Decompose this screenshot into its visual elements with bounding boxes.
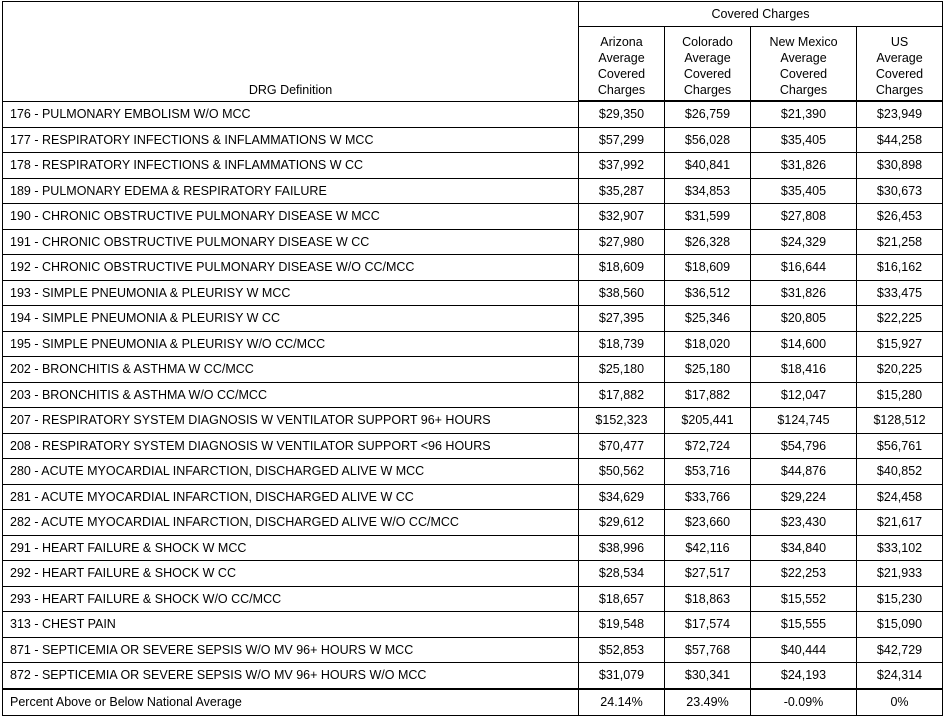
new-mexico-charge: $44,876 <box>751 459 857 485</box>
drg-definition: 313 - CHEST PAIN <box>3 612 579 638</box>
arizona-charge: $38,560 <box>579 280 665 306</box>
colorado-charge: $18,020 <box>665 331 751 357</box>
arizona-charge: $52,853 <box>579 637 665 663</box>
new-mexico-charge: $15,555 <box>751 612 857 638</box>
table-row <box>3 535 943 561</box>
table-row <box>3 178 943 204</box>
table-row <box>3 280 943 306</box>
new-mexico-charge: $29,224 <box>751 484 857 510</box>
drg-definition: 189 - PULMONARY EDEMA & RESPIRATORY FAILURE <box>3 178 579 204</box>
arizona-charge: $32,907 <box>579 204 665 230</box>
arizona-charge: $19,548 <box>579 612 665 638</box>
drg-definition: 207 - RESPIRATORY SYSTEM DIAGNOSIS W VENTILATOR SUPPORT 96+ HOURS <box>3 408 579 434</box>
drg-definition: 192 - CHRONIC OBSTRUCTIVE PULMONARY DISEASE W/O CC/MCC <box>3 255 579 281</box>
us-charge: $22,225 <box>857 306 943 332</box>
arizona-charge: $35,287 <box>579 178 665 204</box>
new-mexico-charge: $40,444 <box>751 637 857 663</box>
table-row <box>3 586 943 612</box>
colorado-charge: $17,882 <box>665 382 751 408</box>
new-mexico-charge: $14,600 <box>751 331 857 357</box>
table-row <box>3 101 943 127</box>
table-row <box>3 204 943 230</box>
us-charge: $23,949 <box>857 101 943 127</box>
colorado-charge: $42,116 <box>665 535 751 561</box>
colorado-charge: $25,346 <box>665 306 751 332</box>
new-mexico-charge: $124,745 <box>751 408 857 434</box>
table-row <box>3 331 943 357</box>
us-charge: $15,090 <box>857 612 943 638</box>
colorado-charge: $33,766 <box>665 484 751 510</box>
new-mexico-charge: $54,796 <box>751 433 857 459</box>
arizona-charge: $18,739 <box>579 331 665 357</box>
arizona-charge: $152,323 <box>579 408 665 434</box>
colorado-charge: $23,660 <box>665 510 751 536</box>
us-charge: $44,258 <box>857 127 943 153</box>
arizona-charge: $50,562 <box>579 459 665 485</box>
us-charge: $26,453 <box>857 204 943 230</box>
colorado-charge: $18,609 <box>665 255 751 281</box>
us-charge: $15,230 <box>857 586 943 612</box>
covered-charges-header: Covered Charges <box>579 2 943 27</box>
colorado-charge: $40,841 <box>665 153 751 179</box>
arizona-charge: $18,609 <box>579 255 665 281</box>
drg-definition: 291 - HEART FAILURE & SHOCK W MCC <box>3 535 579 561</box>
colorado-charge: $18,863 <box>665 586 751 612</box>
arizona-charge: $70,477 <box>579 433 665 459</box>
colorado-header: Colorado Average Covered Charges <box>665 27 751 102</box>
us-charge: $56,761 <box>857 433 943 459</box>
arizona-charge: $25,180 <box>579 357 665 383</box>
drg-definition: 178 - RESPIRATORY INFECTIONS & INFLAMMATIONS W CC <box>3 153 579 179</box>
new-mexico-charge: $24,193 <box>751 663 857 689</box>
arizona-charge: $27,980 <box>579 229 665 255</box>
footer-label: Percent Above or Below National Average <box>3 689 579 716</box>
table-row <box>3 612 943 638</box>
us-charge: $33,102 <box>857 535 943 561</box>
new-mexico-charge: $21,390 <box>751 101 857 127</box>
drg-definition: 190 - CHRONIC OBSTRUCTIVE PULMONARY DISEASE W MCC <box>3 204 579 230</box>
arizona-charge: $31,079 <box>579 663 665 689</box>
footer-us: 0% <box>857 689 943 716</box>
us-header: US Average Covered Charges <box>857 27 943 102</box>
national-average-row <box>3 689 943 716</box>
footer-arizona: 24.14% <box>579 689 665 716</box>
us-charge: $15,927 <box>857 331 943 357</box>
table-row <box>3 637 943 663</box>
colorado-charge: $72,724 <box>665 433 751 459</box>
new-mexico-charge: $35,405 <box>751 127 857 153</box>
colorado-charge: $25,180 <box>665 357 751 383</box>
table-row <box>3 561 943 587</box>
us-charge: $15,280 <box>857 382 943 408</box>
drg-definition: 195 - SIMPLE PNEUMONIA & PLEURISY W/O CC/MCC <box>3 331 579 357</box>
arizona-charge: $28,534 <box>579 561 665 587</box>
new-mexico-charge: $31,826 <box>751 153 857 179</box>
arizona-charge: $57,299 <box>579 127 665 153</box>
us-charge: $30,673 <box>857 178 943 204</box>
arizona-charge: $18,657 <box>579 586 665 612</box>
drg-definition: 872 - SEPTICEMIA OR SEVERE SEPSIS W/O MV 96+ HOURS W/O MCC <box>3 663 579 689</box>
arizona-header: Arizona Average Covered Charges <box>579 27 665 102</box>
new-mexico-charge: $12,047 <box>751 382 857 408</box>
footer-new-mexico: -0.09% <box>751 689 857 716</box>
drg-definition: 292 - HEART FAILURE & SHOCK W CC <box>3 561 579 587</box>
new-mexico-header: New Mexico Average Covered Charges <box>751 27 857 102</box>
new-mexico-charge: $24,329 <box>751 229 857 255</box>
table-row <box>3 382 943 408</box>
us-charge: $20,225 <box>857 357 943 383</box>
new-mexico-charge: $15,552 <box>751 586 857 612</box>
table-row <box>3 408 943 434</box>
drg-definition-header: DRG Definition <box>3 2 579 102</box>
table-row <box>3 153 943 179</box>
new-mexico-charge: $18,416 <box>751 357 857 383</box>
colorado-charge: $30,341 <box>665 663 751 689</box>
new-mexico-charge: $34,840 <box>751 535 857 561</box>
drg-definition: 177 - RESPIRATORY INFECTIONS & INFLAMMATIONS W MCC <box>3 127 579 153</box>
table-row <box>3 459 943 485</box>
table-row <box>3 433 943 459</box>
covered-charges-table <box>2 1 943 716</box>
us-charge: $40,852 <box>857 459 943 485</box>
drg-definition: 280 - ACUTE MYOCARDIAL INFARCTION, DISCHARGED ALIVE W MCC <box>3 459 579 485</box>
colorado-charge: $26,328 <box>665 229 751 255</box>
drg-definition: 871 - SEPTICEMIA OR SEVERE SEPSIS W/O MV 96+ HOURS W MCC <box>3 637 579 663</box>
table-row <box>3 510 943 536</box>
drg-definition: 191 - CHRONIC OBSTRUCTIVE PULMONARY DISEASE W CC <box>3 229 579 255</box>
new-mexico-charge: $16,644 <box>751 255 857 281</box>
us-charge: $21,258 <box>857 229 943 255</box>
table-row <box>3 127 943 153</box>
drg-definition: 176 - PULMONARY EMBOLISM W/O MCC <box>3 101 579 127</box>
colorado-charge: $26,759 <box>665 101 751 127</box>
us-charge: $128,512 <box>857 408 943 434</box>
drg-definition: 193 - SIMPLE PNEUMONIA & PLEURISY W MCC <box>3 280 579 306</box>
us-charge: $30,898 <box>857 153 943 179</box>
arizona-charge: $27,395 <box>579 306 665 332</box>
arizona-charge: $29,612 <box>579 510 665 536</box>
colorado-charge: $34,853 <box>665 178 751 204</box>
drg-definition: 202 - BRONCHITIS & ASTHMA W CC/MCC <box>3 357 579 383</box>
arizona-charge: $38,996 <box>579 535 665 561</box>
new-mexico-charge: $22,253 <box>751 561 857 587</box>
table-row <box>3 255 943 281</box>
new-mexico-charge: $27,808 <box>751 204 857 230</box>
table-row <box>3 484 943 510</box>
drg-definition: 203 - BRONCHITIS & ASTHMA W/O CC/MCC <box>3 382 579 408</box>
drg-definition: 293 - HEART FAILURE & SHOCK W/O CC/MCC <box>3 586 579 612</box>
arizona-charge: $17,882 <box>579 382 665 408</box>
us-charge: $24,458 <box>857 484 943 510</box>
drg-definition: 282 - ACUTE MYOCARDIAL INFARCTION, DISCHARGED ALIVE W/O CC/MCC <box>3 510 579 536</box>
us-charge: $24,314 <box>857 663 943 689</box>
colorado-charge: $57,768 <box>665 637 751 663</box>
new-mexico-charge: $23,430 <box>751 510 857 536</box>
new-mexico-charge: $35,405 <box>751 178 857 204</box>
us-charge: $21,933 <box>857 561 943 587</box>
arizona-charge: $34,629 <box>579 484 665 510</box>
footer-colorado: 23.49% <box>665 689 751 716</box>
us-charge: $21,617 <box>857 510 943 536</box>
table-row <box>3 357 943 383</box>
drg-definition: 281 - ACUTE MYOCARDIAL INFARCTION, DISCHARGED ALIVE W CC <box>3 484 579 510</box>
table-row <box>3 306 943 332</box>
drg-definition: 194 - SIMPLE PNEUMONIA & PLEURISY W CC <box>3 306 579 332</box>
new-mexico-charge: $31,826 <box>751 280 857 306</box>
colorado-charge: $53,716 <box>665 459 751 485</box>
us-charge: $33,475 <box>857 280 943 306</box>
colorado-charge: $36,512 <box>665 280 751 306</box>
arizona-charge: $29,350 <box>579 101 665 127</box>
colorado-charge: $27,517 <box>665 561 751 587</box>
drg-definition: 208 - RESPIRATORY SYSTEM DIAGNOSIS W VENTILATOR SUPPORT <96 HOURS <box>3 433 579 459</box>
table-row <box>3 229 943 255</box>
colorado-charge: $205,441 <box>665 408 751 434</box>
colorado-charge: $56,028 <box>665 127 751 153</box>
arizona-charge: $37,992 <box>579 153 665 179</box>
table-row <box>3 663 943 689</box>
new-mexico-charge: $20,805 <box>751 306 857 332</box>
us-charge: $42,729 <box>857 637 943 663</box>
colorado-charge: $31,599 <box>665 204 751 230</box>
us-charge: $16,162 <box>857 255 943 281</box>
colorado-charge: $17,574 <box>665 612 751 638</box>
